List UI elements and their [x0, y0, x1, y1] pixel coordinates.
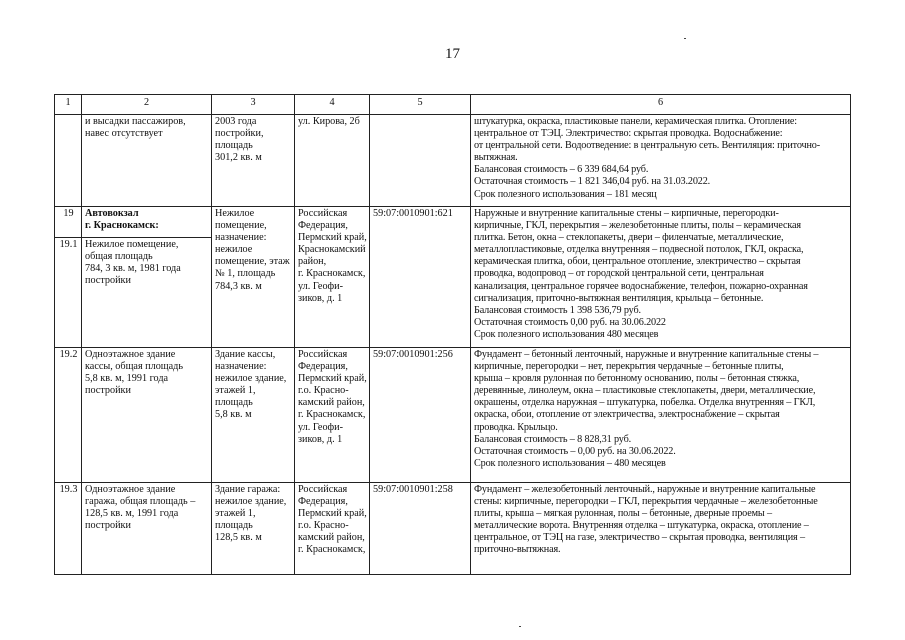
row-number: 19.3 [55, 483, 82, 575]
page-number: 17 [445, 46, 460, 62]
cadastral-number [370, 115, 471, 207]
object-details: Нежилое помещение, назначение: нежилое помещение, этаж № 1, площадь 784,3 кв. м [212, 207, 295, 348]
header-cell-6: 6 [471, 95, 851, 115]
table-row [55, 483, 851, 575]
object-name: и высадки пассажиров, навес отсутствует [82, 115, 212, 207]
object-address: Российская Федерация, Пермский край, г.о. Красно- камский район, г. Краснокамск, ул. Геофи- зиков, д. 1 [295, 348, 370, 483]
header-cell-1: 1 [55, 95, 82, 115]
header-cell-3: 3 [212, 95, 295, 115]
row-number [55, 115, 82, 207]
object-name: Нежилое помещение, общая площадь 784, 3 кв. м, 1981 года постройки [82, 238, 212, 348]
cadastral-number: 59:07:0010901:621 [370, 207, 471, 348]
cadastral-number: 59:07:0010901:258 [370, 483, 471, 575]
row-number: 19 [55, 207, 82, 238]
object-description: Фундамент – бетонный ленточный, наружные и внутренние капитальные стены – кирпичные, перегородки – нет, перекрытия чердачные – бетонные плиты, крыша – кровля рулонная по бетонному основанию, полы – бетонная стяжка, деревянные, линолеум, окна – пластиковые стеклопакеты, двери, металлические, окрашены, отделка наружная – штукатурка, побелка. Отделка внутренняя – ГКЛ, окраска, обои, отопление от электричества, электроснабжение – скрытая проводка. Крыльцо. Балансовая стоимость – 8 828,31 руб. Остаточная стоимость – 0,00 руб. на 30.06.2022. Срок полезного использования – 480 месяцев [471, 348, 851, 483]
object-name-bold: Автовокзал г. Краснокамск: [85, 208, 159, 232]
object-address: Российская Федерация, Пермский край, г.о. Красно- камский район, г. Краснокамск, [295, 483, 370, 575]
header-cell-4: 4 [295, 95, 370, 115]
table-row [55, 348, 851, 483]
object-name: Одноэтажное здание гаража, общая площадь – 128,5 кв. м, 1991 года постройки [82, 483, 212, 575]
scan-speck [519, 626, 521, 627]
table-header-row [55, 95, 851, 115]
object-address: Российская Федерация, Пермский край, Краснокамский район, г. Краснокамск, ул. Геофи- зиков, д. 1 [295, 207, 370, 348]
object-description: Фундамент – железобетонный ленточный., наружные и внутренние капитальные стены: кирпичные, перегородки – ГКЛ, перекрытия чердачные – железобетонные плиты, крыша – мягкая рулонная, полы – бетонные, дверные проемы – металлические ворота. Внутренняя отделка – штукатурка, окраска, отопление – центральное, от ТЭЦ на газе, электричество – скрытая проводка, вентиляция – приточно-вытяжная. [471, 483, 851, 575]
cadastral-number: 59:07:0010901:256 [370, 348, 471, 483]
table-row [55, 115, 851, 207]
object-details: Здание гаража: нежилое здание, этажей 1, площадь 128,5 кв. м [212, 483, 295, 575]
header-cell-2: 2 [82, 95, 212, 115]
scan-speck [684, 38, 686, 39]
property-table [54, 94, 851, 575]
object-details: Здание кассы, назначение: нежилое здание, этажей 1, площадь 5,8 кв. м [212, 348, 295, 483]
object-description: штукатурка, окраска, пластиковые панели, керамическая плитка. Отопление: центральное от ТЭЦ. Электричество: скрытая проводка. Водоснабжение: от центральной сети. Водоотведение: в центральную сеть. Вентиляция: приточно- вытяжная. Балансовая стоимость – 6 339 684,64 руб. Остаточная стоимость – 1 821 346,04 руб. на 31.03.2022. Срок полезного использования – 181 месяц [471, 115, 851, 207]
object-description: Наружные и внутренние капитальные стены – кирпичные, перегородки- кирпичные, ГКЛ, перекрытия – железобетонные плиты, полы – керамическая плитка. Бетон, окна – стеклопакеты, двери – филенчатые, металлические, металлопластиковые, отделка внутренняя – подвесной потолок, ГКЛ, окраска, керамическая плитка, обои, центральное отопление, электричество – скрытая проводка, водопровод – от городской центральной сети, центральная канализация, центральное горячее водоснабжение, телефон, пожарно-охранная сигнализация, приточно-вытяжная вентиляция, крыльца – бетонные. Балансовая стоимость 1 398 536,79 руб. Остаточная стоимость 0,00 руб. на 30.06.2022 Срок полезного использования 480 месяцев [471, 207, 851, 348]
object-name [82, 207, 212, 238]
row-number: 19.1 [55, 238, 82, 348]
object-name: Одноэтажное здание кассы, общая площадь 5,8 кв. м, 1991 года постройки [82, 348, 212, 483]
header-cell-5: 5 [370, 95, 471, 115]
table-row [55, 207, 851, 238]
row-number: 19.2 [55, 348, 82, 483]
object-address: ул. Кирова, 2б [295, 115, 370, 207]
object-details: 2003 года постройки, площадь 301,2 кв. м [212, 115, 295, 207]
